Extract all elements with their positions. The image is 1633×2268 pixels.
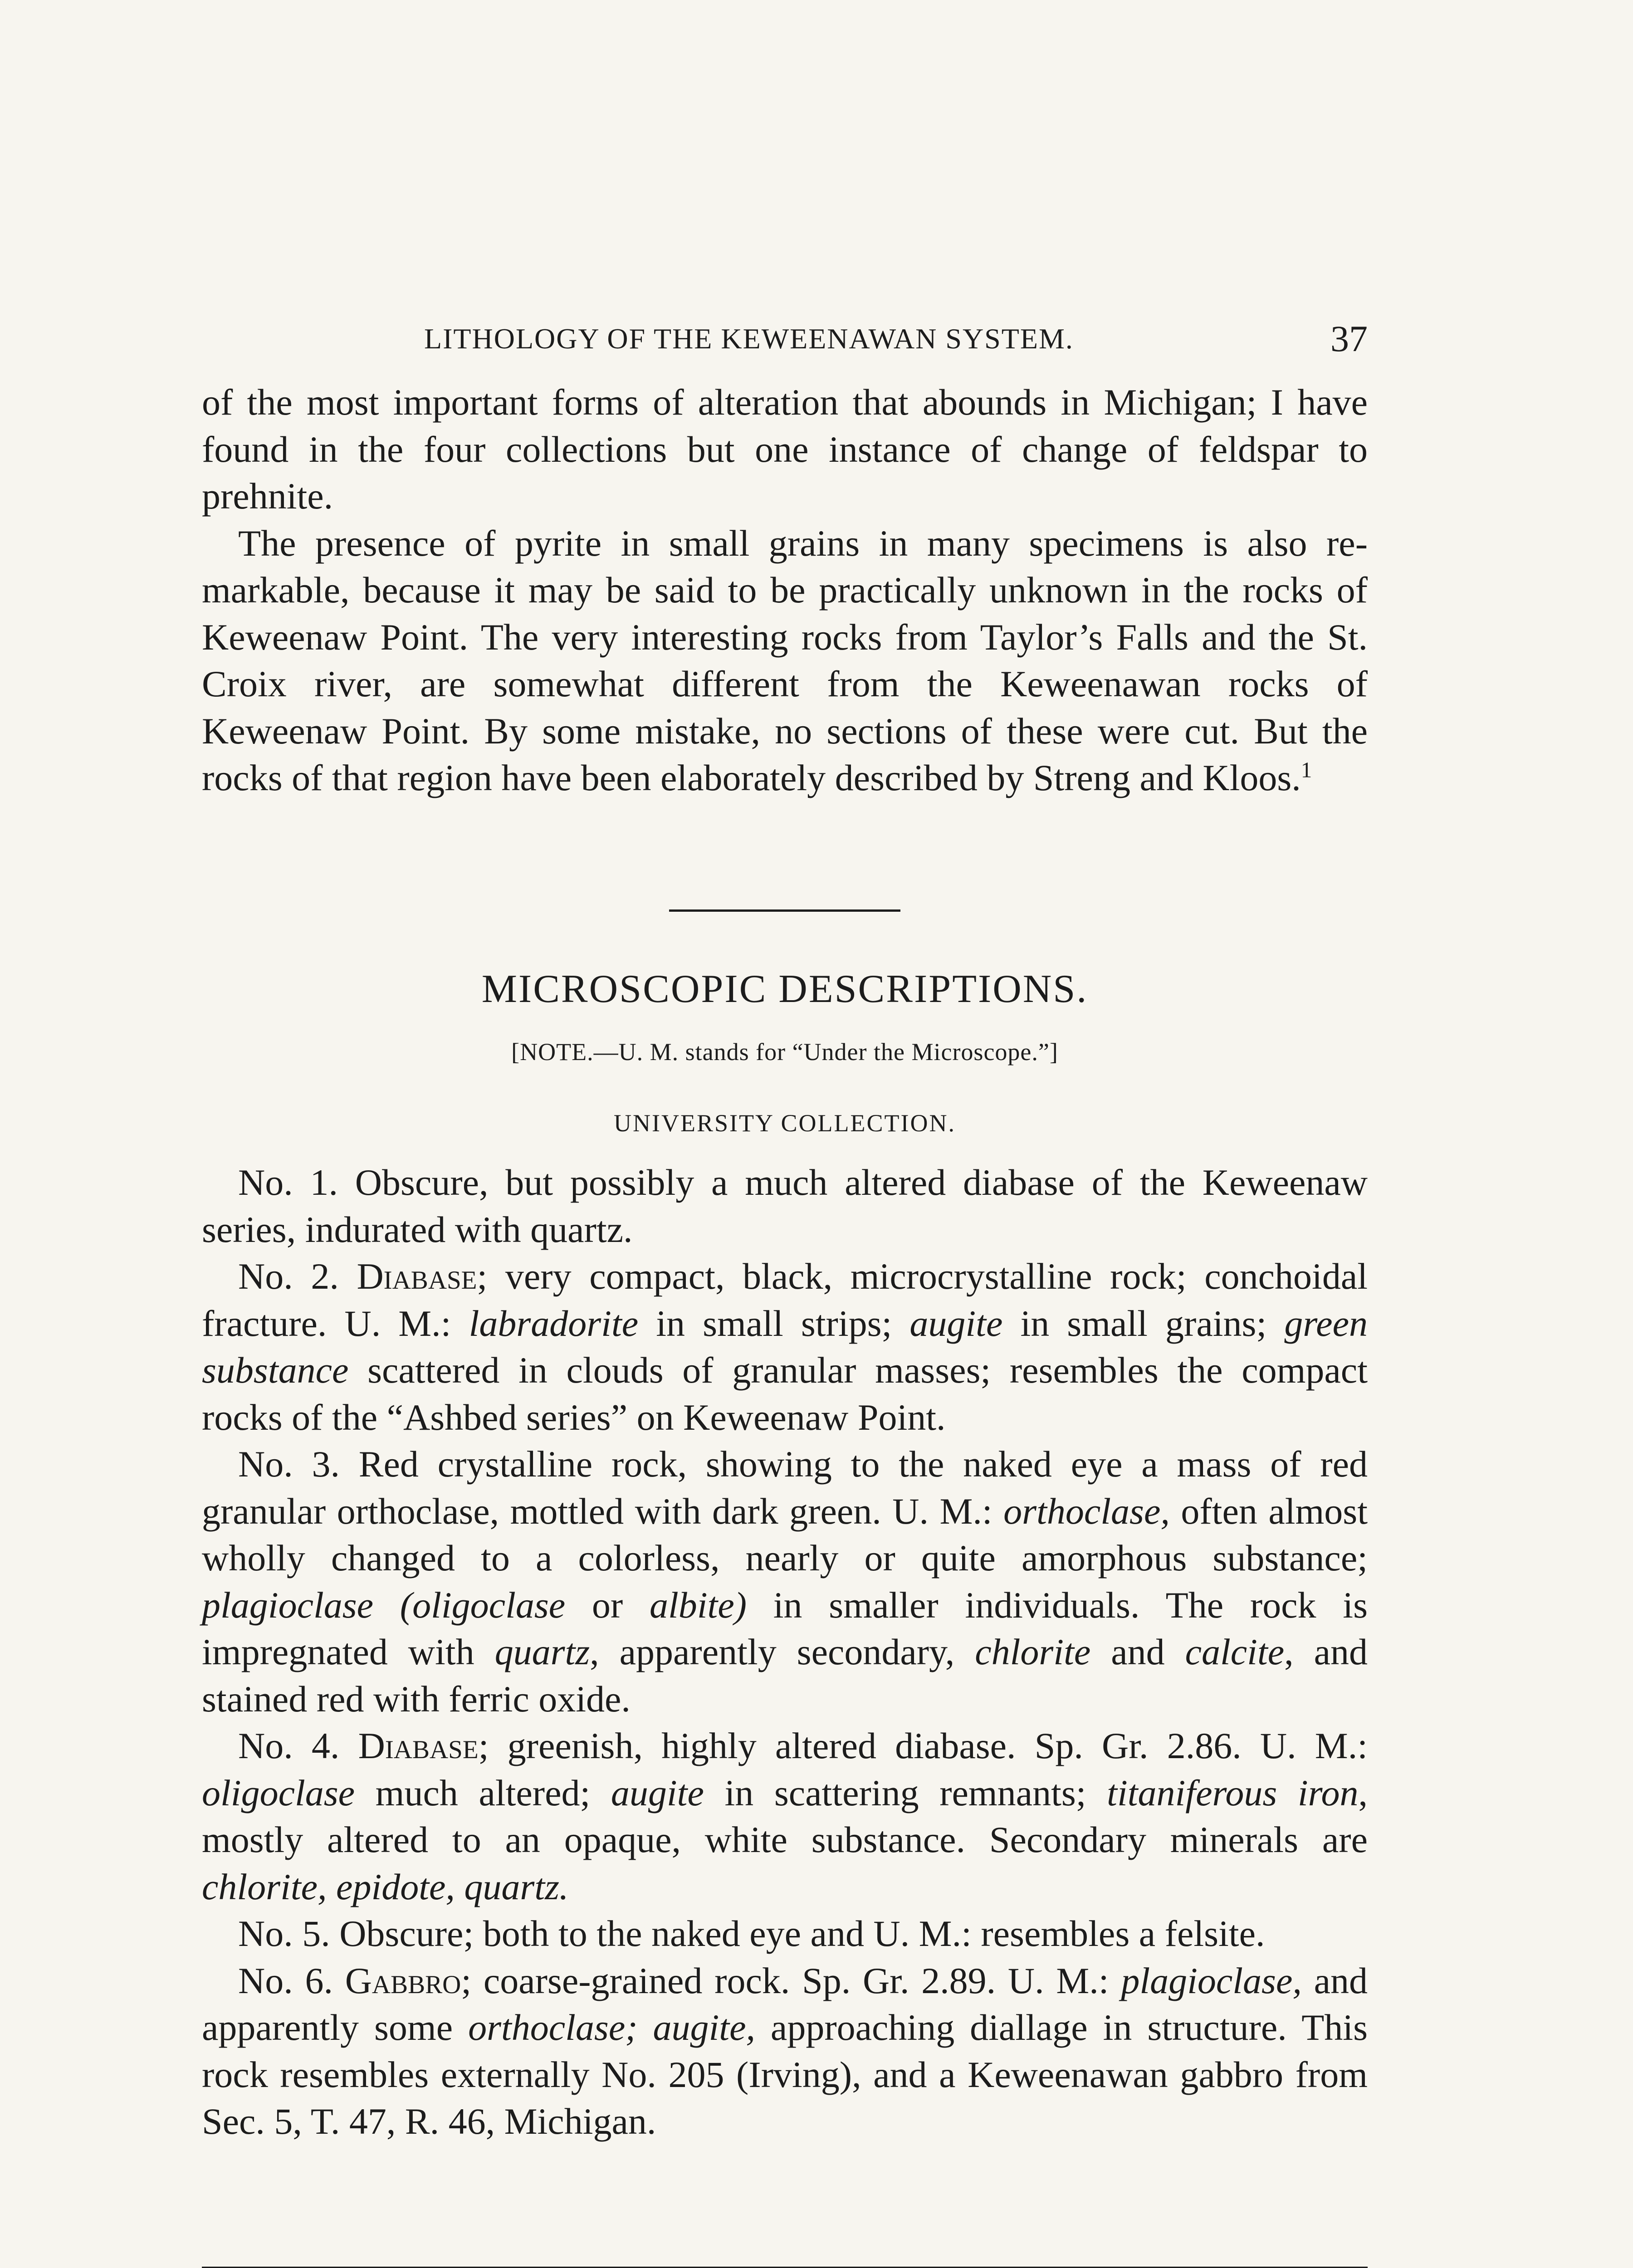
entry-text: much altered;	[355, 1772, 611, 1813]
entry-text: approaching diallage in structure. This rock resembles externally No. 205 (Irving), and a Keweenawan gabbro from Sec. 5, T. 47, R. 46, Michigan.	[202, 2007, 1368, 2142]
entry-no4	[202, 1722, 1368, 1910]
mineral-name: titaniferous iron	[1107, 1772, 1359, 1813]
mineral-name: plagioclase,	[1121, 1960, 1302, 2001]
entry-text: , mostly altered to an opaque, white substance. Secondary minerals are	[202, 1772, 1368, 1860]
footnote-ref: 1	[1301, 757, 1312, 782]
mineral-name: orthoclase; augite,	[468, 2007, 755, 2048]
entry-text: in smaller individuals. The rock is impregnated with	[202, 1584, 1368, 1672]
entry-text: ; coarse-grained rock. Sp. Gr. 2.89. U. M.:	[461, 1960, 1121, 2001]
entry-text: ; greenish, highly altered diabase. Sp. Gr. 2.86. U. M.:	[478, 1725, 1368, 1766]
entry-no2	[202, 1253, 1368, 1441]
entry-no6	[202, 1957, 1368, 2145]
mineral-name: orthoclase,	[1003, 1490, 1170, 1532]
entry-no2-lead: No. 2.	[238, 1256, 357, 1297]
mineral-name: quartz	[494, 1631, 590, 1672]
entry-no3	[202, 1441, 1368, 1722]
entry-text: and apparently some	[202, 1960, 1368, 2048]
entry-no1: No. 1. Obscure, but possibly a much altered diabase of the Keweenaw series, indurated with quartz.	[202, 1162, 1368, 1250]
entry-text: in small strips;	[638, 1302, 910, 1344]
section-title: MICROSCOPIC DESCRIPTIONS.	[481, 967, 1088, 1011]
entry-text: often almost wholly changed to a colorless, nearly or quite amorphous substance;	[202, 1490, 1368, 1579]
mineral-name: oligoclase	[202, 1772, 355, 1813]
entry-no5: No. 5. Obscure; both to the naked eye and U. M.: resembles a felsite.	[238, 1913, 1265, 1954]
entry-no6-lead: No. 6.	[238, 1960, 345, 2001]
mineral-name: labradorite	[469, 1302, 639, 1344]
rock-name: Diabase	[358, 1725, 479, 1766]
running-title: LITHOLOGY OF THE KEWEENAWAN SYSTEM.	[424, 323, 1074, 355]
running-head	[202, 318, 1368, 367]
rock-name: Diabase	[357, 1256, 477, 1297]
mineral-name: chlorite, epidote, quartz.	[202, 1866, 569, 1907]
entry-text: in small grains;	[1002, 1302, 1285, 1344]
mineral-name: calcite	[1185, 1631, 1285, 1672]
section-divider	[669, 909, 900, 912]
entry-text: , and stained red with ferric oxide.	[202, 1631, 1368, 1720]
paragraph-pyrite-text: The presence of pyrite in small grains in many specimens is also remarkable, because it may be said to be practically unknown in the rocks of Keweenaw Point. The very interesting rocks from Taylor’s Falls and the St. Croix river, are somewhat different from the Keweenawan rocks of Keweenaw Point. By some mistake, no sections of these were cut. But the rocks of that region have been elaborately described by Streng and Kloos.	[202, 522, 1368, 798]
entry-text: scattered in clouds of granular masses; resembles the compact rocks of the “Ashbed series” on Keweenaw Point.	[202, 1349, 1368, 1438]
subsection-title: UNIVERSITY COLLECTION.	[614, 1110, 956, 1137]
entry-text: in scattering remnants;	[704, 1772, 1107, 1813]
entry-text: or	[565, 1584, 650, 1626]
entry-text: ; very compact, black, microcrystalline rock; conchoidal fracture. U. M.:	[202, 1256, 1368, 1344]
mineral-name: chlorite	[975, 1631, 1091, 1672]
mineral-name: augite	[611, 1772, 704, 1813]
rock-name: Gabbro	[345, 1960, 461, 2001]
mineral-name: augite	[909, 1302, 1003, 1344]
entry-text: , apparently secondary,	[590, 1631, 975, 1672]
mineral-name: green substance	[202, 1302, 1368, 1391]
paragraph-pyrite	[202, 520, 1368, 802]
paragraph-continued: of the most important forms of alteration that abounds in Michigan; I have found in the four collections but one instance of change of feldspar to prehnite.	[202, 381, 1368, 517]
page-number: 37	[1330, 318, 1368, 359]
entry-no4-lead: No. 4.	[238, 1725, 358, 1766]
entry-text: No. 3. Red crystalline rock, showing to the naked eye a mass of red granular orthoclase, mottled with dark green. U. M.:	[202, 1443, 1368, 1532]
intro-text	[202, 379, 1368, 802]
section-note: [NOTE.—U. M. stands for “Under the Microscope.”]	[511, 1038, 1058, 1066]
mineral-name: plagioclase (oligoclase	[202, 1584, 566, 1626]
mineral-name: albite)	[649, 1584, 747, 1626]
entry-text: and	[1090, 1631, 1185, 1672]
descriptions	[202, 1159, 1368, 2145]
